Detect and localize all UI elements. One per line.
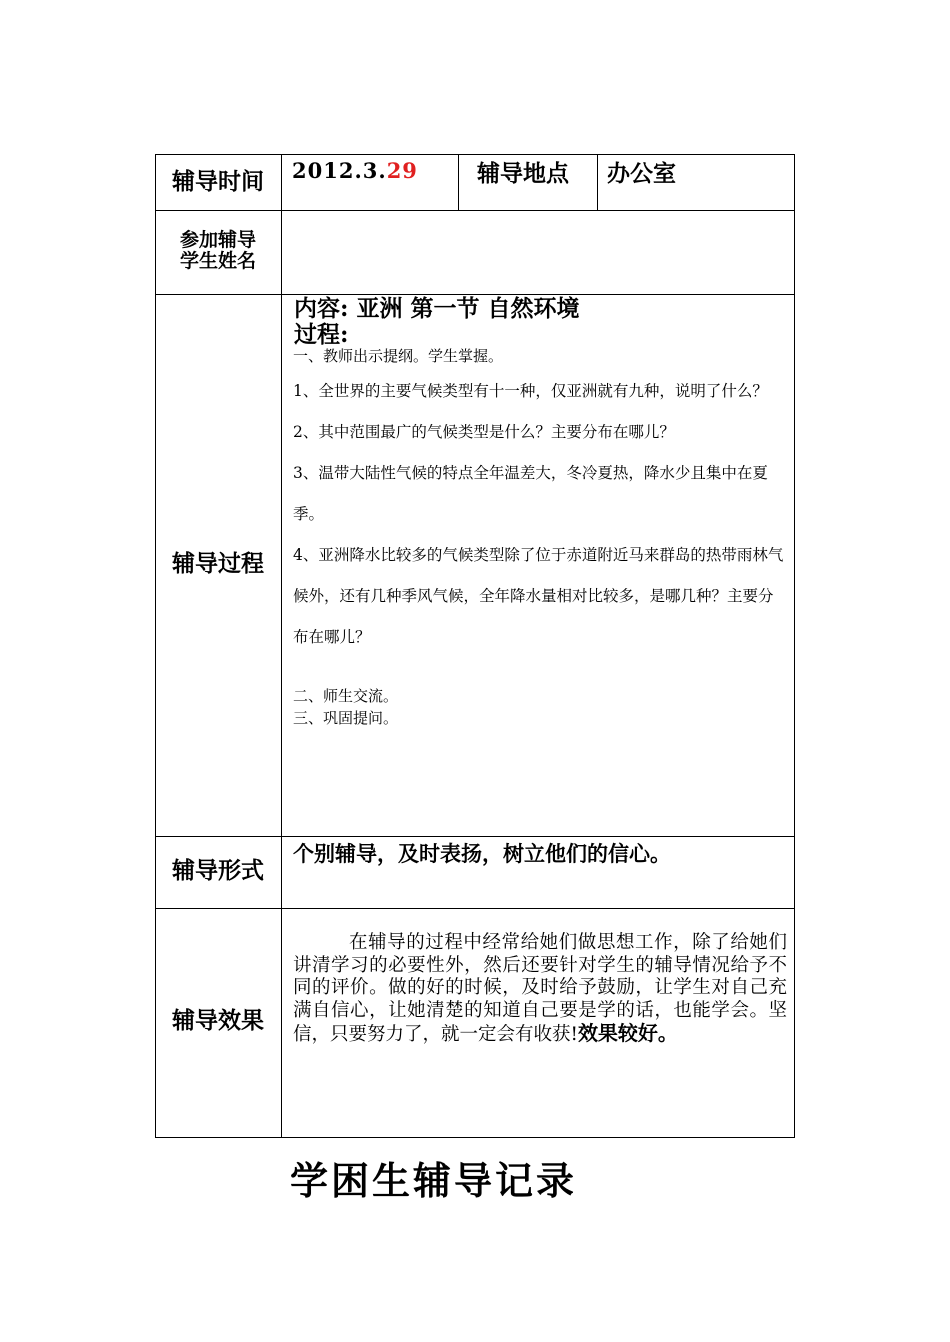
student-name-label-line2: 学生姓名 xyxy=(179,249,256,272)
table-border-top xyxy=(155,154,795,155)
effect-conclusion: 效果较好。 xyxy=(577,1021,678,1045)
effect-label: 辅导效果 xyxy=(172,1007,264,1034)
student-name-label xyxy=(155,230,281,272)
question-item: 3、温带大陆性气候的特点全年温差大，冬冷夏热，降水少且集中在夏季。 xyxy=(293,464,768,523)
content-title: 内容: 亚洲 第一节 自然环境 xyxy=(294,295,580,322)
time-label: 辅导时间 xyxy=(172,168,264,195)
step-2: 二、师生交流。 xyxy=(293,687,399,705)
student-name-label-line1: 参加辅导 xyxy=(179,229,256,251)
table-border-bottom xyxy=(155,1137,795,1138)
record-table xyxy=(155,154,795,1138)
step-1: 一、教师出示提纲。学生掌握。 xyxy=(293,347,504,365)
row-divider xyxy=(155,210,795,211)
place-value: 办公室 xyxy=(607,160,676,187)
question-item: 4、亚洲降水比较多的气候类型除了位于赤道附近马来群岛的热带雨林气候外，还有几种季风气候，全年降水量相对比较多，是哪几种？主要分布在哪儿？ xyxy=(293,546,784,646)
process-label: 辅导过程 xyxy=(172,550,264,577)
row-divider xyxy=(155,836,795,837)
column-divider xyxy=(281,154,282,1138)
question-item: 2、其中范围最广的气候类型是什么？主要分布在哪儿？ xyxy=(293,423,675,441)
date-prefix: 2012.3. xyxy=(292,158,387,183)
column-divider xyxy=(458,154,459,211)
form-value: 个别辅导，及时表扬，树立他们的信心。 xyxy=(293,841,671,866)
questions-list xyxy=(293,371,787,658)
table-border-left xyxy=(155,154,156,1138)
date-value xyxy=(292,158,418,183)
effect-main-text: 在辅导的过程中经常给她们做思想工作，除了给她们讲清学习的必要性外，然后还要针对学生的辅导情况给予不同的评价。做的好的时候，及时给予鼓励，让学生对自己充满自信心，让她清楚的知道自己要是学的话，也能学会。坚信，只要努力了，就一定会有收获! xyxy=(293,932,787,1045)
column-divider xyxy=(597,154,598,211)
date-day: 29 xyxy=(386,158,418,183)
table-border-right xyxy=(794,154,795,1138)
effect-value xyxy=(293,932,787,1047)
question-item: 1、全世界的主要气候类型有十一种，仅亚洲就有九种，说明了什么？ xyxy=(293,382,768,400)
process-title: 过程: xyxy=(294,321,349,348)
form-label: 辅导形式 xyxy=(172,857,264,884)
document-title: 学困生辅导记录 xyxy=(290,1158,578,1203)
place-label: 辅导地点 xyxy=(477,160,569,187)
step-3: 三、巩固提问。 xyxy=(293,709,399,727)
row-divider xyxy=(155,908,795,909)
